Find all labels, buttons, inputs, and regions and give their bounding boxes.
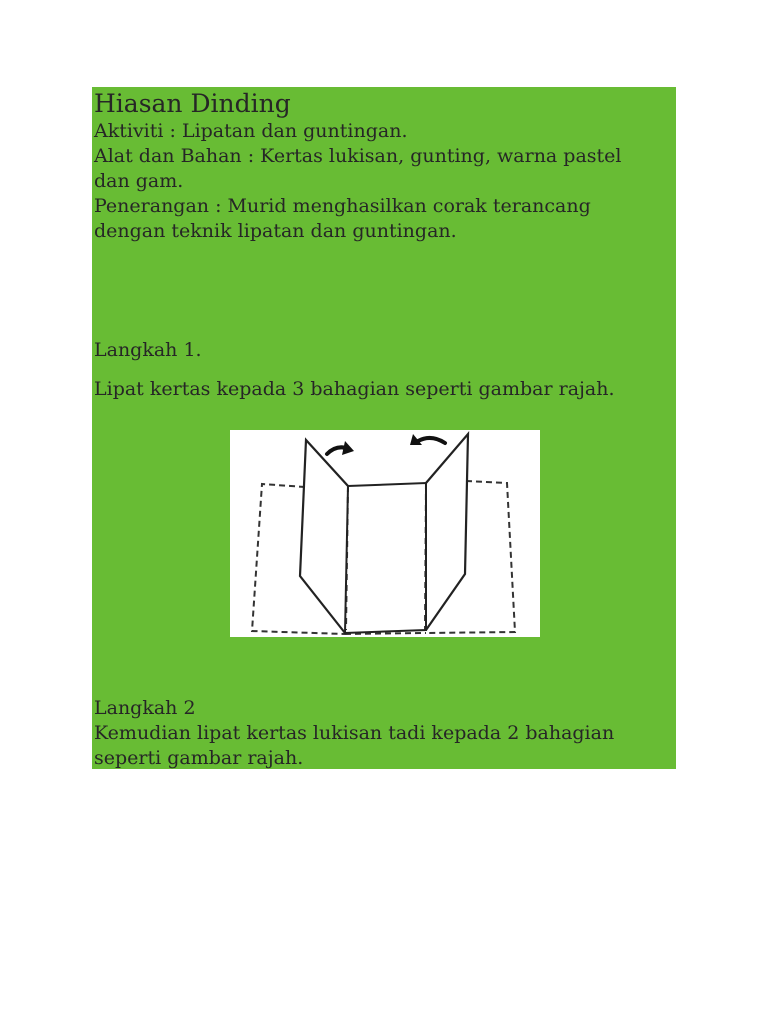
curved-arrow-right-icon: [327, 441, 354, 455]
materials-line: Alat dan Bahan : Kertas lukisan, gunting, warna pastel: [94, 145, 622, 167]
green-content-panel: [92, 87, 676, 769]
centre-panel: [345, 483, 426, 633]
description-line-continued: dengan teknik lipatan dan guntingan.: [94, 220, 457, 242]
step2-instruction: Kemudian lipat kertas lukisan tadi kepada 2 bahagian: [94, 722, 615, 744]
activity-line: Aktiviti : Lipatan dan guntingan.: [94, 120, 408, 142]
description-line: Penerangan : Murid menghasilkan corak terancang: [94, 195, 591, 217]
step2-instruction-continued: seperti gambar rajah.: [94, 747, 304, 769]
fold-diagram-image: [230, 430, 540, 637]
materials-line-continued: dan gam.: [94, 170, 184, 192]
step2-heading: Langkah 2: [94, 697, 196, 719]
document-title: Hiasan Dinding: [94, 89, 291, 118]
paper-dashed-outline: [252, 484, 345, 634]
step1-instruction: Lipat kertas kepada 3 bahagian seperti gambar rajah.: [94, 378, 615, 400]
right-folded-flap: [426, 434, 468, 630]
curved-arrow-left-icon: [410, 434, 445, 445]
left-folded-flap: [300, 440, 348, 633]
step1-heading: Langkah 1.: [94, 339, 202, 361]
